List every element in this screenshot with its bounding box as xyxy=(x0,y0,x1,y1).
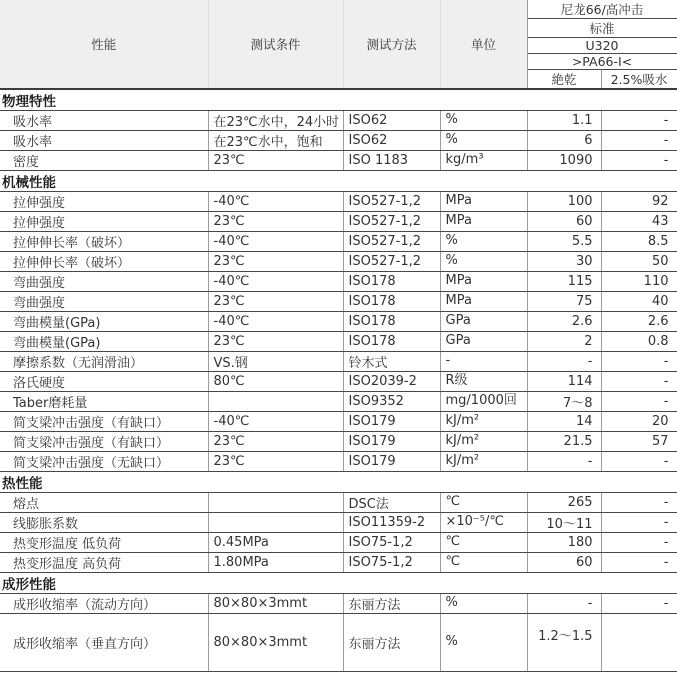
value-dry-cell: 75 xyxy=(527,292,601,312)
unit-cell: mg/1000回 xyxy=(440,392,527,412)
condition-cell xyxy=(208,392,343,412)
condition-cell: 23℃ xyxy=(208,151,343,171)
table-row xyxy=(0,192,677,212)
unit-cell: - xyxy=(440,352,527,372)
value-wet-cell: 40 xyxy=(601,292,677,312)
property-cell: 线膨胀系数 xyxy=(0,513,208,533)
value-dry-cell: - xyxy=(527,594,601,614)
condition-cell: 80×80×3mmt xyxy=(208,594,343,614)
value-wet-cell: 110 xyxy=(601,272,677,292)
unit-cell: ℃ xyxy=(440,533,527,553)
method-cell: ISO178 xyxy=(343,312,440,332)
unit-cell: % xyxy=(440,131,527,151)
method-cell: ISO179 xyxy=(343,432,440,452)
grade-marking: >PA66-I< xyxy=(527,54,677,70)
table-body xyxy=(0,89,677,672)
condition-cell: 80℃ xyxy=(208,372,343,392)
unit-cell: MPa xyxy=(440,292,527,312)
table-row xyxy=(0,312,677,332)
section-title: 热性能 xyxy=(2,476,43,492)
property-cell: 拉伸伸长率（破坏） xyxy=(0,232,208,252)
property-cell: 吸水率 xyxy=(0,131,208,151)
value-dry-cell: 60 xyxy=(527,212,601,232)
property-cell: 弯曲强度 xyxy=(0,272,208,292)
property-cell: 弯曲强度 xyxy=(0,292,208,312)
value-dry-cell: - xyxy=(527,452,601,472)
value-wet-cell: - xyxy=(601,452,677,472)
grade-type: 标准 xyxy=(527,19,677,38)
table-row xyxy=(0,533,677,553)
property-cell: 成形收缩率（垂直方向） xyxy=(0,614,208,672)
unit-cell: ℃ xyxy=(440,493,527,513)
section-title: 物理特性 xyxy=(2,94,56,110)
condition-cell: -40℃ xyxy=(208,192,343,212)
value-wet-cell: 50 xyxy=(601,252,677,272)
condition-cell: -40℃ xyxy=(208,272,343,292)
property-cell: 热变形温度 低负荷 xyxy=(0,533,208,553)
table-row xyxy=(0,614,677,672)
condition-cell: 80×80×3mmt xyxy=(208,614,343,672)
condition-cell xyxy=(208,513,343,533)
table-row xyxy=(0,252,677,272)
value-wet-cell xyxy=(601,614,677,672)
section-title: 机械性能 xyxy=(2,175,56,191)
value-wet-cell: 20 xyxy=(601,412,677,432)
grade-name: U320 xyxy=(527,38,677,54)
property-cell: 拉伸强度 xyxy=(0,192,208,212)
section-title-row xyxy=(0,573,677,594)
property-cell: 密度 xyxy=(0,151,208,171)
value-wet-cell: - xyxy=(601,111,677,131)
method-cell: 东丽方法 xyxy=(343,594,440,614)
section-title-row xyxy=(0,472,677,493)
method-cell: ISO75-1,2 xyxy=(343,553,440,573)
value-dry-cell: 10〜11 xyxy=(527,513,601,533)
condition-cell: -40℃ xyxy=(208,412,343,432)
table-row xyxy=(0,513,677,533)
method-cell: ISO527-1,2 xyxy=(343,212,440,232)
value-dry-cell: - xyxy=(527,352,601,372)
value-dry-cell: 2.6 xyxy=(527,312,601,332)
value-wet-cell: - xyxy=(601,594,677,614)
unit-cell: R级 xyxy=(440,372,527,392)
property-cell: 成形收缩率（流动方向） xyxy=(0,594,208,614)
property-cell: 弯曲模量(GPa) xyxy=(0,312,208,332)
value-dry-cell: 14 xyxy=(527,412,601,432)
value-dry-cell: 100 xyxy=(527,192,601,212)
value-dry-cell: 1.1 xyxy=(527,111,601,131)
condition-cell: 23℃ xyxy=(208,252,343,272)
method-cell: ISO527-1,2 xyxy=(343,232,440,252)
col-header-property: 性能 xyxy=(0,0,208,89)
value-dry-cell: 30 xyxy=(527,252,601,272)
property-cell: 简支梁冲击强度（无缺口） xyxy=(0,452,208,472)
method-cell: ISO9352 xyxy=(343,392,440,412)
method-cell: ISO179 xyxy=(343,412,440,432)
value-wet-cell: - xyxy=(601,533,677,553)
value-dry-cell: 1090 xyxy=(527,151,601,171)
table-row xyxy=(0,352,677,372)
condition-cell: -40℃ xyxy=(208,312,343,332)
property-cell: 简支梁冲击强度（有缺口） xyxy=(0,412,208,432)
method-cell: 铃木式 xyxy=(343,352,440,372)
value-wet-cell: 2.6 xyxy=(601,312,677,332)
value-wet-cell: 57 xyxy=(601,432,677,452)
method-cell: ISO527-1,2 xyxy=(343,192,440,212)
condition-cell xyxy=(208,493,343,513)
unit-cell: % xyxy=(440,252,527,272)
unit-cell: kg/m³ xyxy=(440,151,527,171)
condition-cell: VS.钢 xyxy=(208,352,343,372)
grade-family: 尼龙66/高冲击 xyxy=(527,0,677,19)
method-cell: ISO 1183 xyxy=(343,151,440,171)
condition-cell: 在23℃水中，24小时 xyxy=(208,111,343,131)
value-dry-cell: 2 xyxy=(527,332,601,352)
unit-cell: MPa xyxy=(440,212,527,232)
value-wet-cell: - xyxy=(601,131,677,151)
table-row xyxy=(0,232,677,252)
method-cell: ISO11359-2 xyxy=(343,513,440,533)
value-dry-cell: 114 xyxy=(527,372,601,392)
value-wet-cell: 8.5 xyxy=(601,232,677,252)
unit-cell: GPa xyxy=(440,332,527,352)
method-cell: ISO179 xyxy=(343,452,440,472)
condition-cell: 23℃ xyxy=(208,452,343,472)
method-cell: ISO62 xyxy=(343,111,440,131)
unit-cell: MPa xyxy=(440,272,527,292)
value-wet-cell: - xyxy=(601,513,677,533)
method-cell: ISO527-1,2 xyxy=(343,252,440,272)
value-dry-cell: 265 xyxy=(527,493,601,513)
method-cell: ISO62 xyxy=(343,131,440,151)
condition-cell: 23℃ xyxy=(208,432,343,452)
method-cell: ISO178 xyxy=(343,292,440,312)
unit-cell: ℃ xyxy=(440,553,527,573)
unit-cell: kJ/m² xyxy=(440,432,527,452)
table-row xyxy=(0,493,677,513)
value-dry-cell: 60 xyxy=(527,553,601,573)
value-wet-cell: - xyxy=(601,151,677,171)
value-dry-cell: 180 xyxy=(527,533,601,553)
condition-cell: 在23℃水中，饱和 xyxy=(208,131,343,151)
table-row xyxy=(0,212,677,232)
table-row xyxy=(0,372,677,392)
value-dry-cell: 7〜8 xyxy=(527,392,601,412)
method-cell: DSC法 xyxy=(343,493,440,513)
property-cell: 热变形温度 高负荷 xyxy=(0,553,208,573)
value-wet-cell: - xyxy=(601,372,677,392)
unit-cell: % xyxy=(440,594,527,614)
condition-cell: 23℃ xyxy=(208,292,343,312)
table-row xyxy=(0,272,677,292)
table-row xyxy=(0,151,677,171)
value-wet-cell: - xyxy=(601,553,677,573)
property-cell: 弯曲模量(GPa) xyxy=(0,332,208,352)
property-cell: 简支梁冲击强度（有缺口） xyxy=(0,432,208,452)
condition-col-dry: 絶乾 xyxy=(527,70,601,90)
table-row xyxy=(0,111,677,131)
unit-cell: MPa xyxy=(440,192,527,212)
value-wet-cell: 92 xyxy=(601,192,677,212)
unit-cell: GPa xyxy=(440,312,527,332)
value-wet-cell: 0.8 xyxy=(601,332,677,352)
table-header xyxy=(0,0,677,89)
unit-cell: kJ/m² xyxy=(440,452,527,472)
condition-cell: -40℃ xyxy=(208,232,343,252)
section-title-row xyxy=(0,171,677,192)
header-row xyxy=(0,0,677,19)
condition-cell: 0.45MPa xyxy=(208,533,343,553)
table-row xyxy=(0,292,677,312)
section-title: 成形性能 xyxy=(2,577,56,593)
unit-cell: % xyxy=(440,614,527,672)
property-cell: 摩擦系数（无润滑油） xyxy=(0,352,208,372)
table-row xyxy=(0,594,677,614)
table-row xyxy=(0,432,677,452)
unit-cell: % xyxy=(440,111,527,131)
value-dry-cell: 6 xyxy=(527,131,601,151)
property-cell: 熔点 xyxy=(0,493,208,513)
method-cell: ISO75-1,2 xyxy=(343,533,440,553)
value-wet-cell: 43 xyxy=(601,212,677,232)
col-header-unit: 单位 xyxy=(440,0,527,89)
condition-cell: 23℃ xyxy=(208,332,343,352)
unit-cell: % xyxy=(440,232,527,252)
property-cell: Taber磨耗量 xyxy=(0,392,208,412)
table-row xyxy=(0,332,677,352)
table-row xyxy=(0,452,677,472)
col-header-condition: 测试条件 xyxy=(208,0,343,89)
method-cell: ISO2039-2 xyxy=(343,372,440,392)
property-cell: 洛氏硬度 xyxy=(0,372,208,392)
condition-cell: 1.80MPa xyxy=(208,553,343,573)
table-row xyxy=(0,412,677,432)
table-row xyxy=(0,553,677,573)
property-cell: 吸水率 xyxy=(0,111,208,131)
value-wet-cell: - xyxy=(601,493,677,513)
method-cell: ISO178 xyxy=(343,272,440,292)
col-header-method: 测试方法 xyxy=(343,0,440,89)
value-dry-cell: 5.5 xyxy=(527,232,601,252)
value-wet-cell: - xyxy=(601,352,677,372)
condition-cell: 23℃ xyxy=(208,212,343,232)
method-cell: 东丽方法 xyxy=(343,614,440,672)
property-cell: 拉伸强度 xyxy=(0,212,208,232)
section-title-row xyxy=(0,89,677,111)
value-wet-cell: - xyxy=(601,392,677,412)
value-dry-cell: 21.5 xyxy=(527,432,601,452)
value-dry-cell: 115 xyxy=(527,272,601,292)
value-dry-cell: 1.2〜1.5 xyxy=(527,614,601,672)
condition-col-wet: 2.5%吸水 xyxy=(601,70,677,90)
unit-cell: ×10⁻⁵/℃ xyxy=(440,513,527,533)
table-row xyxy=(0,131,677,151)
method-cell: ISO178 xyxy=(343,332,440,352)
table-row xyxy=(0,392,677,412)
unit-cell: kJ/m² xyxy=(440,412,527,432)
property-cell: 拉伸伸长率（破坏） xyxy=(0,252,208,272)
